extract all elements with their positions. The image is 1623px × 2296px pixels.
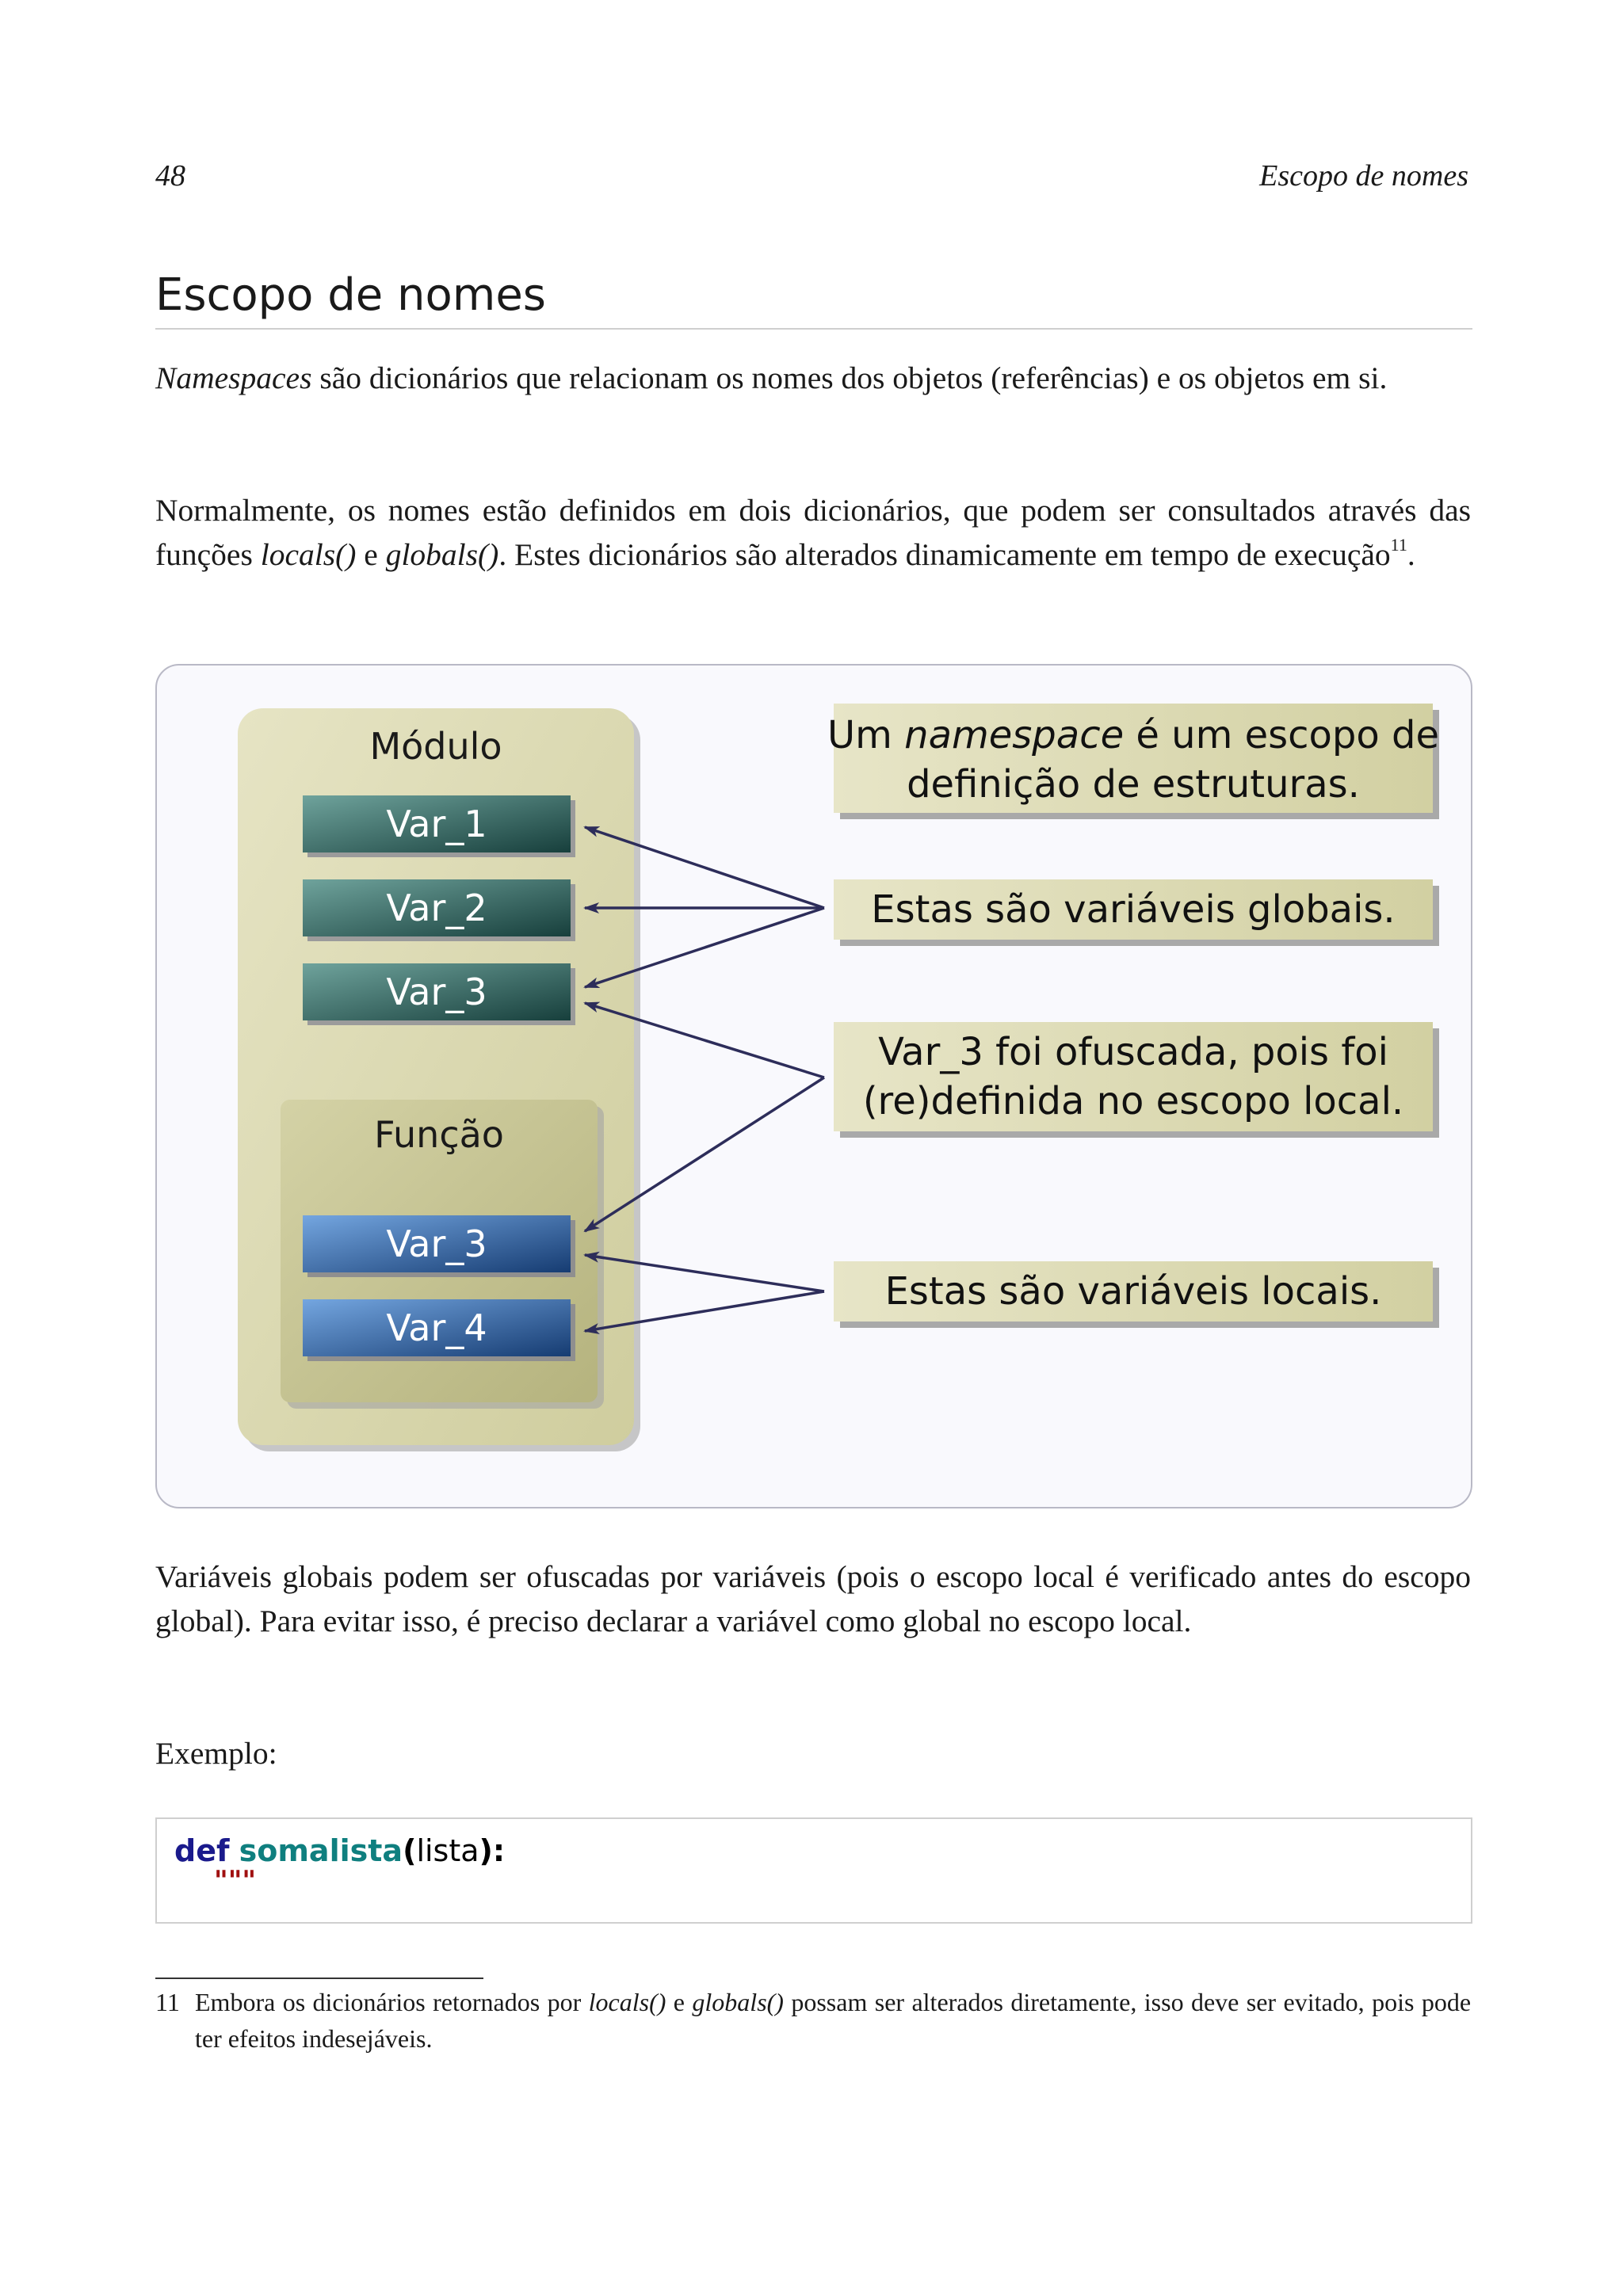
paragraph-namespaces [155,356,1471,400]
footnote-text-part: Embora os dicionários retornados por [195,1988,589,2016]
running-title: Escopo de nomes [1259,159,1468,193]
global-variable-var1 [303,795,575,857]
callout-4-text: Estas são variáveis locais. [884,1269,1382,1314]
callout-1-text: é um escopo de [1124,713,1439,757]
namespace-diagram [155,664,1472,1508]
footnote-text-part: e [666,1988,693,2016]
paragraph-text: são dicionários que relacionam os nomes dos objetos (referências) e os objetos em si. [311,360,1388,395]
code-argument: lista [416,1833,479,1868]
paragraph-text: . [1407,537,1415,572]
callout-2-text: Estas são variáveis globais. [871,887,1396,932]
footnote-number: 11 [155,1988,180,2016]
paragraph-text: e [356,537,386,572]
svg-text:Um namespace é um escopo de [827,713,1439,757]
global-variable-var3 [303,963,575,1025]
callout-namespace-definition [827,704,1439,819]
local-variable-var3 [303,1215,575,1277]
paragraph-dictionaries [155,488,1471,577]
code-paren: ( [403,1833,417,1868]
footnote-globals: globals() [692,1988,784,2016]
footnote-text [155,1984,1471,2057]
paragraph-text: . Estes dicionários são alterados dinamicamente em tempo de execução [498,537,1391,572]
code-function-name: somalista [239,1833,403,1868]
var1-label: Var_1 [386,803,487,845]
callout-shadowed-variable [834,1022,1439,1138]
callout-1-namespace-term: namespace [904,713,1125,757]
footnote-text-part: possam ser alterados diretamente, isso deve ser evitado, pois pode ter efeitos indesejáveis. [195,1988,1472,2053]
footnote [155,1984,1471,2057]
page-number: 48 [155,159,185,193]
var3-label: Var_3 [386,971,487,1013]
code-close: ): [479,1833,506,1868]
callout-1-text: Um [827,713,905,757]
global-variable-var2 [303,879,575,941]
callout-global-variables [834,879,1439,946]
footnote-locals: locals() [588,1988,666,2016]
namespaces-term: Namespaces [155,360,312,395]
code-line-def [174,1833,505,1868]
function-label: Função [374,1113,504,1156]
code-block[interactable] [155,1817,1472,1924]
callout-local-variables [834,1261,1439,1328]
module-label: Módulo [369,725,502,768]
example-label: Exemplo: [155,1736,277,1771]
code-keyword: def [174,1833,230,1868]
code-docstring [214,1865,256,1897]
paragraph-shadowing: Variáveis globais podem ser ofuscadas por variáveis (pois o escopo local é verificado antes do escopo global). Para evitar isso, é preciso declarar a variável como global no escopo local. [155,1559,1471,1638]
code-docstring-quotes: """ [214,1865,257,1897]
callout-1-line2: definição de estruturas. [907,762,1360,807]
namespace-diagram-svg [157,666,1471,1507]
footnote-divider [155,1978,483,1979]
footnote-reference[interactable]: 11 [1390,535,1407,555]
paragraph-text: Normalmente, os nomes estão definidos em dois dicionários, que podem ser consultados através das funções [155,493,1471,572]
var2-label: Var_2 [386,887,487,929]
local-variable-var4 [303,1299,575,1361]
local-var4-label: Var_4 [386,1306,487,1349]
callout-3-line1: Var_3 foi ofuscada, pois foi [878,1030,1388,1074]
locals-function: locals() [260,537,357,572]
globals-function: globals() [385,537,499,572]
local-var3-label: Var_3 [386,1222,487,1265]
section-title: Escopo de nomes [155,268,1472,330]
callout-3-line2: (re)definida no escopo local. [862,1079,1404,1123]
